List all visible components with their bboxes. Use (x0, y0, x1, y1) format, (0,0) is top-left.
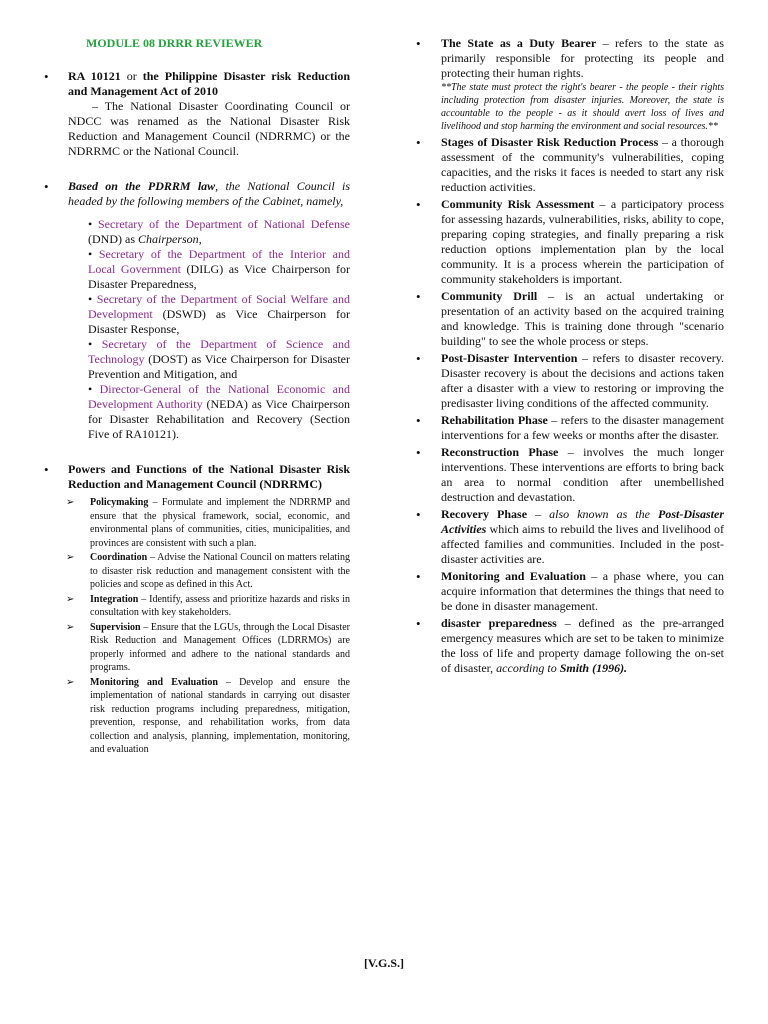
power-term: Policymaking (90, 497, 149, 508)
preparedness-item (416, 616, 724, 676)
term-name: Stages of Disaster Risk Reduction Process (441, 135, 659, 149)
term-name: Reconstruction Phase (441, 445, 559, 459)
member-item: • Director-General of the National Economic and Development Authority (NEDA) as Vice Chairperson for Disaster Rehabilitation and Recovery (Section Five of RA10121). (88, 382, 351, 441)
term-item (416, 351, 724, 411)
term-name: Community Drill (441, 289, 538, 303)
term-name: Community Risk Assessment (441, 197, 595, 211)
ra-or: or (120, 69, 143, 83)
term-desc: – involves the much longer interventions. These interventions are efforts to bring back an area to normal condition after unembellished destruction and devastation. (441, 445, 724, 504)
member-item: • Secretary of the Department of Science and Technology (DOST) as Vice Chairperson for Disaster Prevention and Mitigation, and (88, 337, 350, 381)
member-item: • Secretary of the Department of National Defense (DND) as Chairperson, (88, 217, 350, 246)
pdrrm-lead: Based on the PDRRM law (68, 179, 216, 193)
duty-note: **The state must protect the right's bearer - the people - their rights including protection from disaster injuries. Moreover, the state is accountable to the people - as it should avert loss of lives and livelihood and stop harming the environment and social resources.** (441, 82, 724, 132)
right-column (416, 36, 724, 678)
duty-term: The State as a Duty Bearer (441, 36, 597, 50)
term-item (416, 135, 724, 195)
member-role: (DOST) as Vice Chairperson for Disaster Prevention and Mitigation, and (88, 352, 350, 381)
power-term: Coordination (90, 552, 148, 563)
recovery-bold-italic: Post-Disaster Activities (441, 507, 725, 536)
monitoring-term: Monitoring and Evaluation (441, 569, 586, 583)
ra-act-title: the Philippine Disaster risk Reduction and Management Act of 2010 (68, 69, 351, 98)
power-desc: – Identify, assess and prioritize hazards and risks in consultation with key stakeholders. (90, 593, 350, 618)
power-desc: – Ensure that the LGUs, through the Local Disaster Risk Reduction and Management Offices (LDRRMOs) are properly informed and adhere to the national standards and programs. (90, 621, 350, 673)
term-name: Post-Disaster Intervention (441, 351, 578, 365)
member-end: , (198, 232, 202, 246)
power-item (66, 551, 350, 592)
pdrrm-rest: , the National Council is headed by the following members of the Cabinet, namely, (68, 179, 350, 208)
member-role: (DND) as (88, 232, 138, 246)
member-name: Secretary of the Department of Science and Technology (88, 337, 350, 366)
ra-body: – The National Disaster Coordinating Council or NDCC was renamed as the National Disaster Risk Reduction and Management Council (NDRRMC) or the NDRRMC or the National Council. (68, 99, 350, 158)
power-term: Supervision (90, 621, 141, 633)
member-item: • Secretary of the Department of Social Welfare and Development (DSWD) as Vice Chairperson for Disaster Response, (88, 292, 351, 336)
duty-bearer-item (416, 36, 724, 133)
power-item (66, 621, 350, 675)
monitoring-item (416, 569, 724, 614)
powers-item (44, 462, 350, 492)
power-desc: – Advise the National Council on matters relating to disaster risk reduction and management consistent with the policies and scope as defined in this Act. (90, 552, 350, 590)
member-role-italic: Chairperson (138, 232, 199, 246)
power-item (66, 593, 350, 620)
prep-term: disaster preparedness (441, 616, 557, 630)
power-desc: – Formulate and implement the NDRRMP and ensure that the physical framework, social, economic, and environmental plans of communities, cities, municipalities, and provinces are consistent with such a plan. (90, 497, 350, 549)
prep-desc: – defined as the pre-arranged emergency measures which are set to be taken to minimize the loss of life and property damage following the on-set of disaster, (441, 616, 724, 675)
pdrrm-item (44, 179, 350, 209)
term-item (416, 445, 724, 505)
power-term: Integration (90, 593, 139, 605)
member-role: (DSWD) as Vice Chairperson for Disaster Response, (88, 307, 350, 336)
term-name: Rehabilitation Phase (441, 413, 548, 427)
member-name: Secretary of the Department of Social Welfare and Development (88, 292, 351, 321)
power-item (66, 676, 350, 757)
powers-heading: Powers and Functions of the National Disaster Risk Reduction and Management Council (NDRRMC) (68, 462, 350, 491)
ra-10121-item (44, 69, 350, 159)
term-item (416, 413, 724, 443)
term-desc: – is an actual undertaking or presentation of an activity based on the acquired training and knowledge. This is training done through "scenario building" to see the whole process or steps. (441, 289, 724, 348)
recovery-dash: – (527, 507, 550, 521)
power-item (66, 496, 350, 550)
recovery-desc: which aims to rebuild the lives and livelihood of affected families and communities. Included in the post-disaster activities are. (441, 522, 724, 566)
term-item (416, 197, 724, 287)
member-name: Secretary of the Department of the Interior and Local Government (88, 247, 350, 276)
term-desc: – a thorough assessment of the community's vulnerabilities, coping capacities, and the risks it faces is needed to start any risk reduction activities. (441, 135, 724, 194)
monitoring-desc: – a phase where, you can acquire information that determines the things that need to be done in disaster management. (441, 569, 724, 613)
prep-according: according to (496, 661, 557, 675)
member-name: Director-General of the National Economic and Development Authority (88, 382, 350, 411)
member-name: Secretary of the Department of National Defense (98, 217, 350, 231)
power-desc: – Develop and ensure the implementation of national standards in carrying out disaster risk reduction programs including preparedness, mitigation, prevention, response, and rehabilitation works, from data collection and analysis, planning, implementation, monitoring, and evaluation (90, 676, 350, 755)
term-desc: – a participatory process for assessing hazards, vulnerabilities, risks, ability to cope, preparing coping strategies, and finally preparing a risk reduction options implementation plan by the local community. It is a process wherein the participation of community stakeholders is important. (441, 197, 724, 286)
duty-desc: – refers to the state as primarily responsible for protecting its people and protecting their human rights. (441, 36, 725, 80)
recovery-phase-item (416, 507, 724, 567)
prep-citation: Smith (1996). (556, 661, 628, 675)
ra-code: RA 10121 (68, 69, 121, 83)
footer-initials: [V.G.S.] (363, 956, 405, 970)
power-term: Monitoring and Evaluation (90, 676, 218, 688)
member-role: (DILG) as Vice Chairperson for Disaster Preparedness, (88, 262, 350, 291)
member-item: • Secretary of the Department of the Interior and Local Government (DILG) as Vice Chairperson for Disaster Preparedness, (88, 247, 350, 291)
term-desc: – refers to disaster recovery. Disaster recovery is about the decisions and actions taken after a disaster with a view to restoring or improving the predisaster living conditions of the affected community. (441, 351, 724, 410)
recovery-term: Recovery Phase (441, 507, 528, 521)
term-item (416, 289, 724, 349)
recovery-italic: also known as the (549, 507, 659, 521)
page-title: MODULE 08 DRRR REVIEWER (86, 36, 263, 50)
term-desc: – refers to the disaster management interventions for a few weeks or months after the disaster. (441, 413, 724, 442)
left-column (44, 36, 350, 758)
member-role: (NEDA) as Vice Chairperson for Disaster Rehabilitation and Recovery (Section Five of RA10121). (88, 397, 351, 441)
cabinet-members (88, 217, 350, 442)
